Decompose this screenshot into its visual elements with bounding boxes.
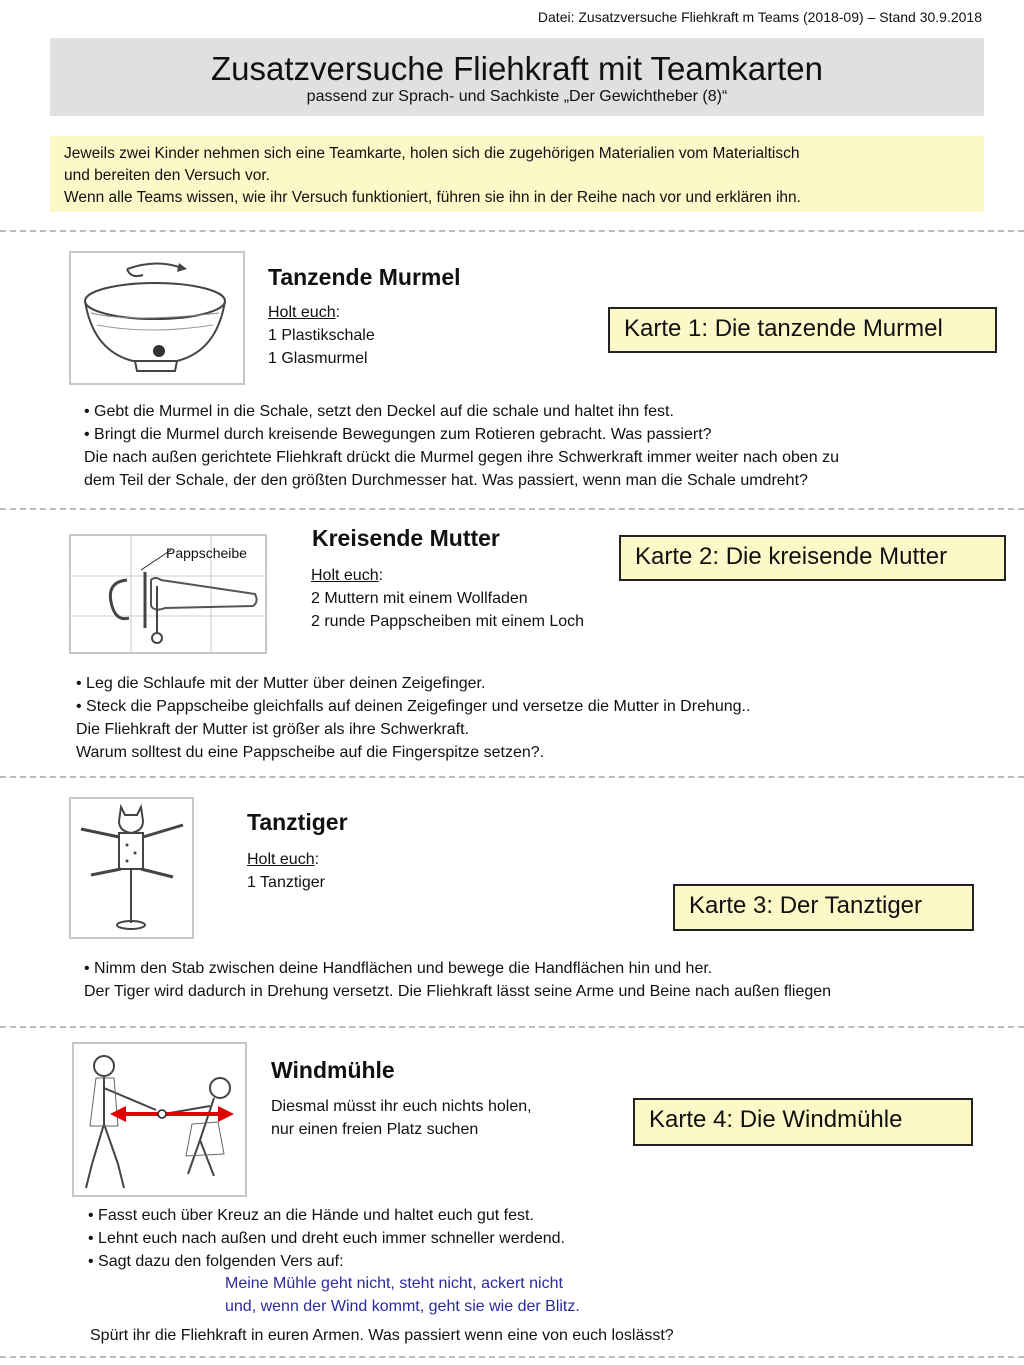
material-item: 1 Plastikschale bbox=[268, 327, 375, 344]
section-heading: Windmühle bbox=[271, 1057, 395, 1083]
intro-line: Jeweils zwei Kinder nehmen sich eine Teamkarte, holen sich die zugehörigen Materialien vom Materialtisch bbox=[64, 145, 800, 162]
page-subtitle: passend zur Sprach- und Sachkiste „Der Gewichtheber (8)“ bbox=[306, 88, 728, 105]
divider bbox=[0, 1026, 1024, 1028]
text-line: Die Fliehkraft der Mutter ist größer als ihre Schwerkraft. bbox=[76, 721, 470, 738]
bowl-image bbox=[69, 251, 245, 385]
team-card-3: Karte 3: Der Tanztiger bbox=[673, 884, 974, 931]
windmill-image bbox=[72, 1042, 247, 1197]
intro-line: Wenn alle Teams wissen, wie ihr Versuch funktioniert, führen sie ihn in der Reihe nach vor und erklären ihn. bbox=[64, 189, 801, 206]
section-text bbox=[84, 957, 831, 1003]
divider bbox=[0, 1356, 1024, 1358]
section-heading: Tanztiger bbox=[247, 809, 348, 835]
bowl-drawing bbox=[71, 253, 243, 383]
text-line: • Steck die Pappscheibe gleichfalls auf deinen Zeigefinger und versetze die Mutter in Drehung.. bbox=[76, 698, 751, 715]
materials-list: Holt euch: 2 Muttern mit einem Wollfaden 2 runde Pappscheiben mit einem Loch bbox=[311, 564, 584, 633]
note-line: Diesmal müsst ihr euch nichts holen, bbox=[271, 1098, 532, 1115]
holt-label: Holt euch bbox=[268, 304, 336, 321]
material-item: 2 runde Pappscheiben mit einem Loch bbox=[311, 613, 585, 630]
intro-line: und bereiten den Versuch vor. bbox=[64, 167, 270, 184]
text-line: dem Teil der Schale, der den größten Durchmesser hat. Was passiert, wenn man die Schale umdreht? bbox=[84, 472, 808, 489]
text-line: Der Tiger wird dadurch in Drehung versetzt. Die Fliehkraft lässt seine Arme und Beine nach außen fliegen bbox=[84, 983, 832, 1000]
section-heading: Kreisende Mutter bbox=[312, 525, 500, 551]
materials-list: Holt euch: 1 Plastikschale 1 Glasmurmel bbox=[268, 301, 375, 370]
intro-box bbox=[50, 136, 984, 212]
note-line: nur einen freien Platz suchen bbox=[271, 1121, 479, 1138]
text-line: • Leg die Schlaufe mit der Mutter über deinen Zeigefinger. bbox=[76, 675, 486, 692]
holt-label: Holt euch bbox=[311, 567, 379, 584]
windmill-drawing bbox=[74, 1044, 245, 1195]
title-box bbox=[50, 38, 984, 116]
verse bbox=[225, 1272, 580, 1318]
text-line: Warum solltest du eine Pappscheibe auf die Fingerspitze setzen?. bbox=[76, 744, 545, 761]
materials-list: Holt euch: 1 Tanztiger bbox=[247, 848, 325, 894]
verse-line: und, wenn der Wind kommt, geht sie wie der Blitz. bbox=[225, 1298, 580, 1315]
verse-line: Meine Mühle geht nicht, steht nicht, ackert nicht bbox=[225, 1275, 563, 1292]
section-text bbox=[84, 400, 839, 492]
section-note bbox=[271, 1095, 532, 1141]
team-card-2: Karte 2: Die kreisende Mutter bbox=[619, 535, 1006, 581]
image-label: Pappscheibe bbox=[166, 545, 247, 561]
section-heading: Tanzende Murmel bbox=[268, 264, 461, 290]
text-line: • Lehnt euch nach außen und dreht euch immer schneller werdend. bbox=[88, 1230, 565, 1247]
tiger-image bbox=[69, 797, 194, 939]
page-title: Zusatzversuche Fliehkraft mit Teamkarten bbox=[211, 50, 823, 87]
divider bbox=[0, 776, 1024, 778]
section-text bbox=[76, 672, 750, 764]
file-header: Datei: Zusatzversuche Fliehkraft m Teams (2018-09) – Stand 30.9.2018 bbox=[537, 9, 982, 25]
material-item: 1 Glasmurmel bbox=[268, 350, 368, 367]
text-line: • Gebt die Murmel in die Schale, setzt den Deckel auf die schale und haltet ihn fest. bbox=[84, 403, 674, 420]
text-line: • Fasst euch über Kreuz an die Hände und haltet euch gut fest. bbox=[88, 1207, 534, 1224]
team-card-4: Karte 4: Die Windmühle bbox=[633, 1098, 973, 1146]
tiger-drawing bbox=[71, 799, 192, 937]
text-line: • Nimm den Stab zwischen deine Handflächen und bewege die Handflächen hin und her. bbox=[84, 960, 713, 977]
text-line: • Sagt dazu den folgenden Vers auf: bbox=[88, 1253, 344, 1270]
text-line: Die nach außen gerichtete Fliehkraft drückt die Murmel gegen ihre Schwerkraft immer weiter nach oben zu bbox=[84, 449, 840, 466]
section-text bbox=[88, 1204, 565, 1273]
material-item: 1 Tanztiger bbox=[247, 874, 325, 891]
closing-question: Spürt ihr die Fliehkraft in euren Armen. Was passiert wenn eine von euch loslässt? bbox=[90, 1327, 674, 1344]
divider bbox=[0, 508, 1024, 510]
text-line: • Bringt die Murmel durch kreisende Bewegungen zum Rotieren gebracht. Was passiert? bbox=[84, 426, 712, 443]
team-card-1: Karte 1: Die tanzende Murmel bbox=[608, 307, 997, 353]
holt-label: Holt euch bbox=[247, 851, 315, 868]
divider bbox=[0, 230, 1024, 232]
material-item: 2 Muttern mit einem Wollfaden bbox=[311, 590, 528, 607]
